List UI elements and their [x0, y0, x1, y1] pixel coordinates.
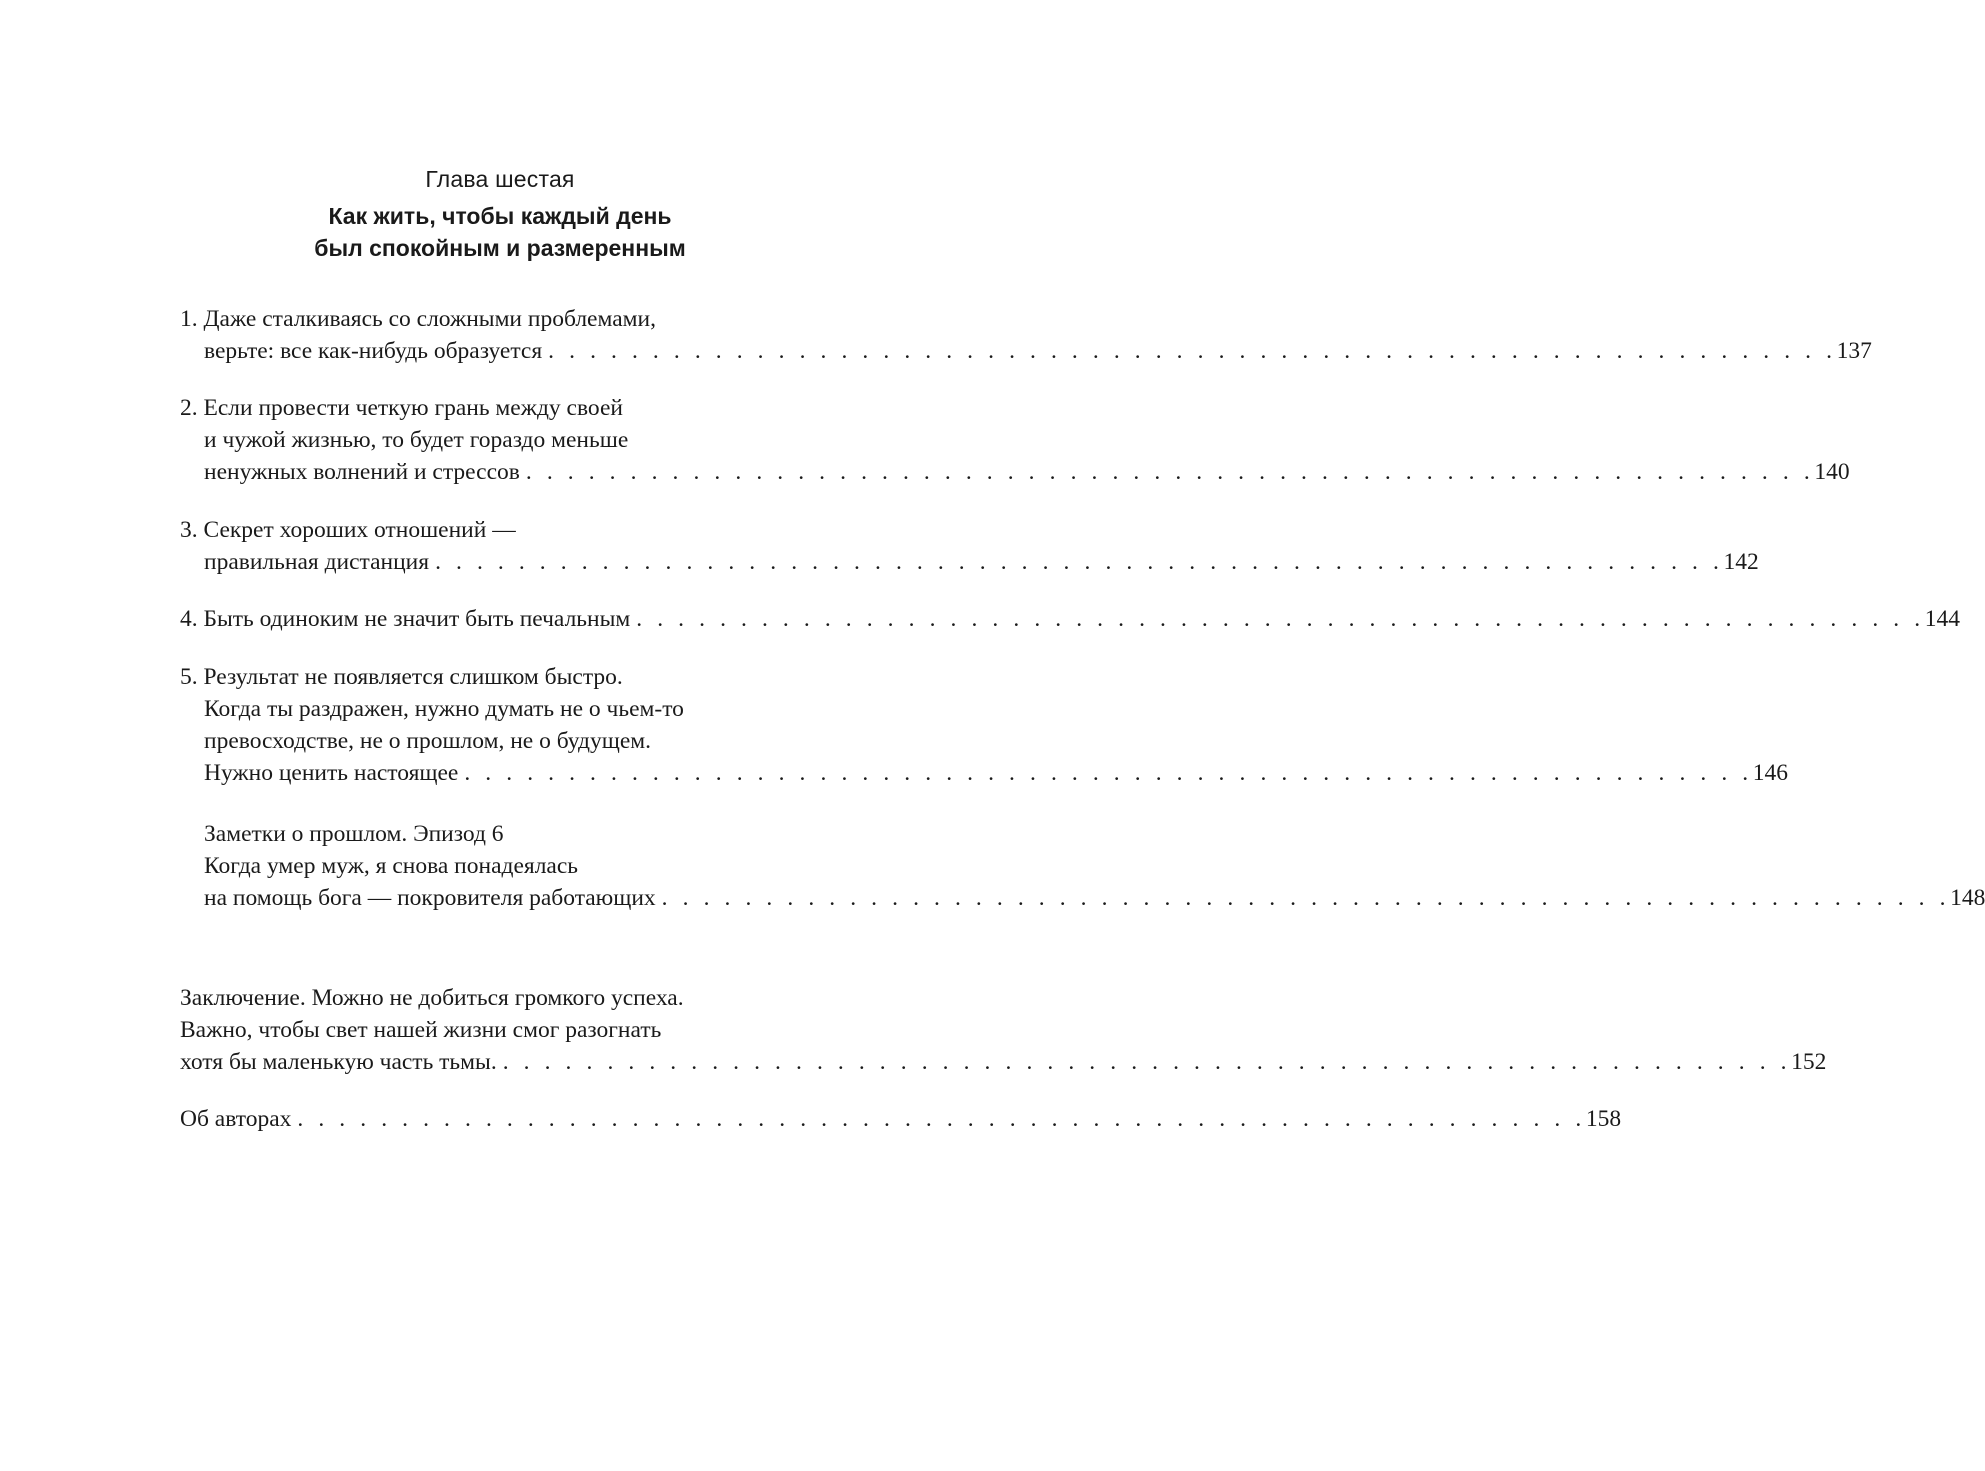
- toc-entry-text: Об авторах: [180, 1106, 292, 1132]
- toc-entry-line: 5. Результат не появляется слишком быстро.: [180, 664, 623, 690]
- toc-entry-last-line: [180, 335, 1872, 367]
- toc-entry-line: Важно, чтобы свет нашей жизни смог разогнать: [180, 1017, 662, 1043]
- toc-entry-last-line: [180, 1103, 1622, 1135]
- page-number: 148: [1950, 885, 1985, 911]
- toc-entry-conclusion[interactable]: [180, 982, 1827, 1078]
- toc-entry-5[interactable]: [180, 661, 1789, 789]
- toc-entry-text: хотя бы маленькую часть тьмы.: [180, 1049, 497, 1075]
- toc-entry-4[interactable]: [180, 603, 1960, 635]
- page-number: 152: [1791, 1049, 1827, 1075]
- toc-entry-text: на помощь бога — покровителя работающих: [204, 885, 656, 911]
- toc-entry-last-line: [180, 1046, 1827, 1078]
- toc-entry-last-line: [180, 882, 1985, 914]
- toc-entry-6[interactable]: [180, 818, 1985, 914]
- toc-entry-text: верьте: все как-нибудь образуется: [204, 338, 543, 364]
- toc-entry-2[interactable]: [180, 392, 1850, 488]
- dot-leader: . . . . . . . . . . . . . . . . . . . . . . . . . . . . . . . . . . . . . . . . . . . . . . . . . . . . . . . . . . . . . .: [548, 338, 1837, 364]
- page-number: 137: [1836, 338, 1872, 364]
- dot-leader: . . . . . . . . . . . . . . . . . . . . . . . . . . . . . . . . . . . . . . . . . . . . . . . . . . . . . . . . . . . . . .: [525, 459, 1815, 485]
- toc-entry-line: Когда умер муж, я снова понадеялась: [204, 853, 579, 879]
- toc-entry-line: и чужой жизнью, то будет гораздо меньше: [204, 427, 629, 453]
- page-number: 142: [1723, 549, 1759, 575]
- chapter-label: Глава шестая: [425, 166, 575, 192]
- toc-entry-last-line: [180, 757, 1789, 789]
- dot-leader: . . . . . . . . . . . . . . . . . . . . . . . . . . . . . . . . . . . . . . . . . . . . . . . . . . . . . . . . . . . . . .: [297, 1106, 1586, 1132]
- toc-entry-text: 4. Быть одиноким не значит быть печальным: [180, 606, 631, 632]
- dot-leader: . . . . . . . . . . . . . . . . . . . . . . . . . . . . . . . . . . . . . . . . . . . . . . . . . . . . . . . . . . . . . .: [502, 1049, 1792, 1075]
- toc-entry-line: 2. Если провести четкую грань между своей: [180, 395, 623, 421]
- page-number: 158: [1585, 1106, 1622, 1132]
- toc-entry-line: Заключение. Можно не добиться громкого успеха.: [180, 985, 684, 1011]
- toc-entry-line: превосходстве, не о прошлом, не о будущем.: [204, 728, 652, 754]
- chapter-title-line-2: был спокойным и размеренным: [314, 235, 686, 261]
- toc-entry-text: Нужно ценить настоящее: [204, 760, 459, 786]
- page-number: 144: [1924, 606, 1960, 632]
- toc-entry-1[interactable]: [180, 303, 1872, 367]
- toc-entry-last-line: [180, 546, 1759, 578]
- chapter-title-line-1: Как жить, чтобы каждый день: [328, 203, 672, 229]
- toc-entry-text: ненужных волнений и стрессов: [204, 459, 520, 485]
- dot-leader: . . . . . . . . . . . . . . . . . . . . . . . . . . . . . . . . . . . . . . . . . . . . . . . . . . . . . . . . . . . . . .: [435, 549, 1724, 575]
- toc-entry-3[interactable]: [180, 514, 1759, 578]
- toc-entry-line: Заметки о прошлом. Эпизод 6: [204, 821, 504, 847]
- chapter-title: [0, 200, 1000, 264]
- toc-entry-last-line: [180, 456, 1850, 488]
- toc-entry-last-line: [180, 603, 1960, 635]
- toc-entry-line: 3. Секрет хороших отношений —: [180, 517, 516, 543]
- page-number: 140: [1814, 459, 1850, 485]
- toc-entry-line: 1. Даже сталкиваясь со сложными проблемами,: [180, 306, 656, 332]
- dot-leader: . . . . . . . . . . . . . . . . . . . . . . . . . . . . . . . . . . . . . . . . . . . . . . . . . . . . . . . . . . . . . .: [661, 885, 1951, 911]
- dot-leader: . . . . . . . . . . . . . . . . . . . . . . . . . . . . . . . . . . . . . . . . . . . . . . . . . . . . . . . . . . . . . .: [464, 760, 1753, 786]
- dot-leader: . . . . . . . . . . . . . . . . . . . . . . . . . . . . . . . . . . . . . . . . . . . . . . . . . . . . . . . . . . . . . .: [636, 606, 1925, 632]
- toc-entry-text: правильная дистанция: [204, 549, 430, 575]
- toc-entry-line: Когда ты раздражен, нужно думать не о чьем-то: [204, 696, 684, 722]
- toc-entry-about-authors[interactable]: [180, 1103, 1622, 1135]
- page-number: 146: [1752, 760, 1789, 786]
